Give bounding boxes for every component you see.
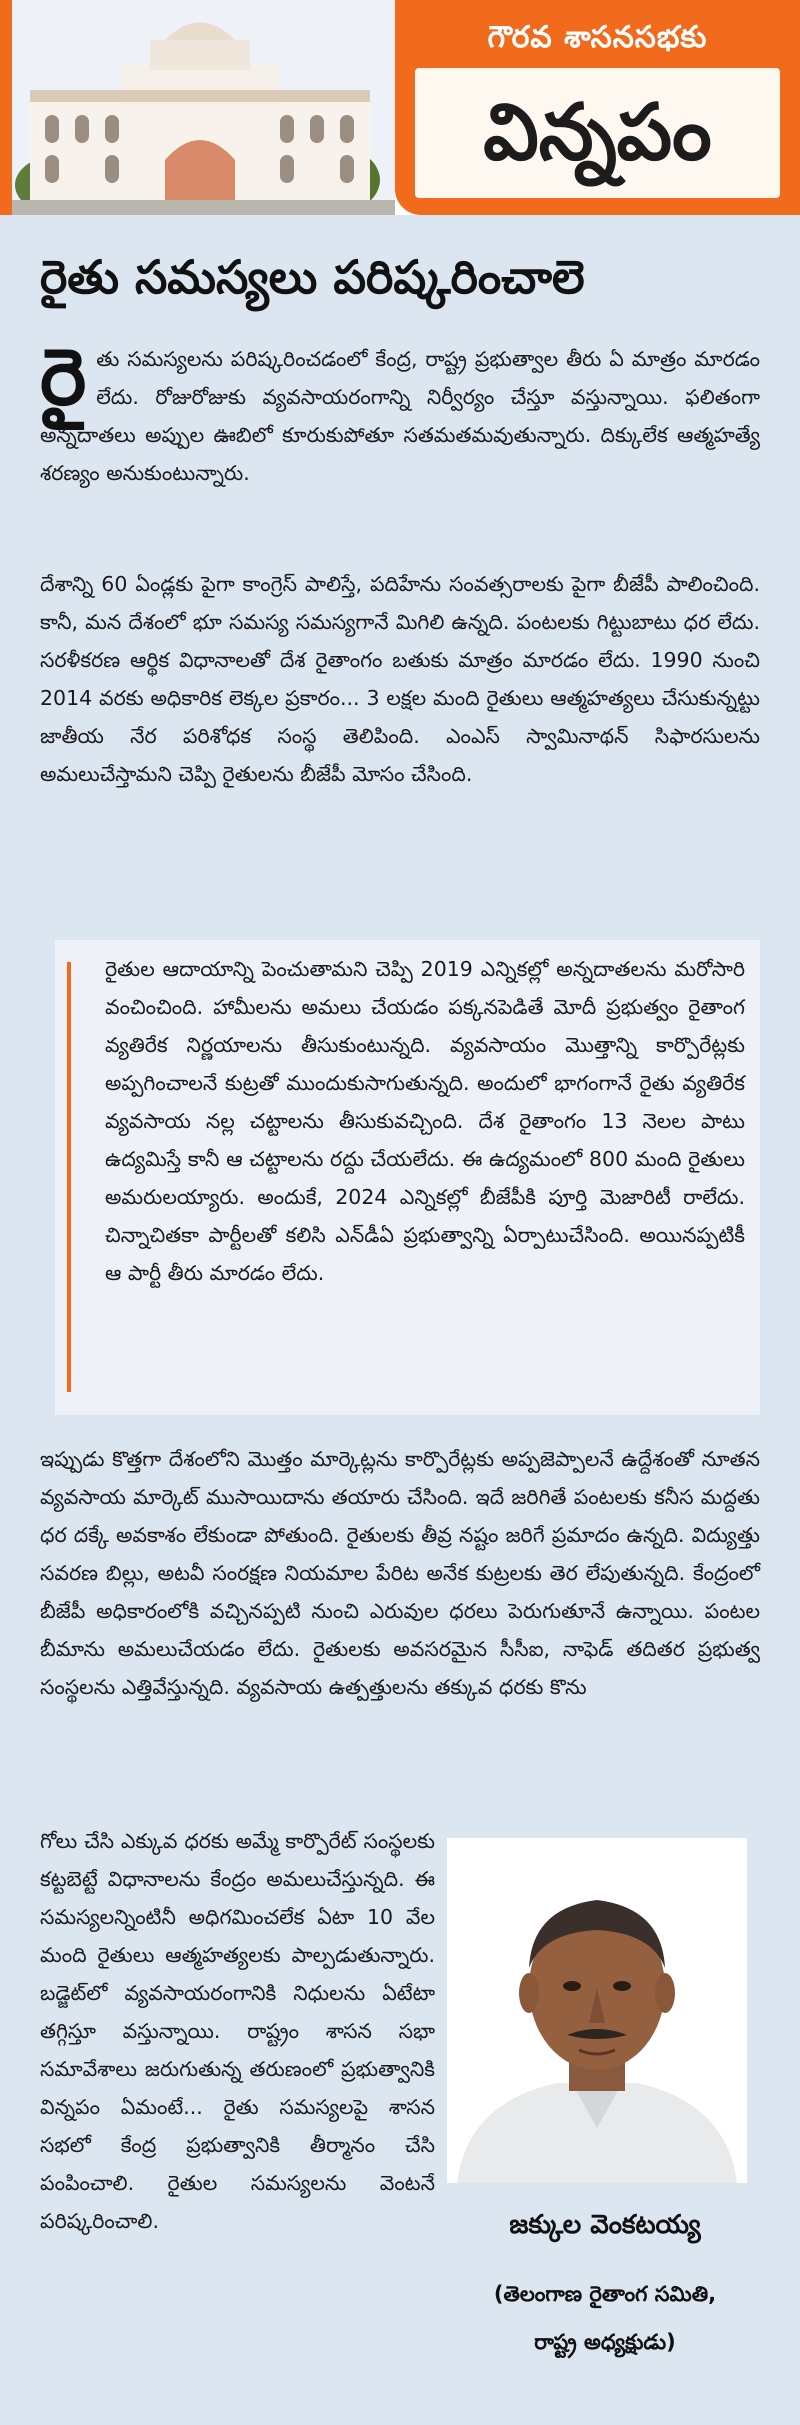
paragraph-1-text: తు సమస్యలను పరిష్కరించడంలో కేంద్ర, రాష్ట్ర ప్రభుత్వాల తీరు ఏ మాత్రం మారడం లేదు. రోజురోజుకు వ్యవసాయరంగాన్ని నిర్వీర్యం చేస్తూ వస్తున్నాయి. ఫలితంగా అన్నదాతలు అప్పుల ఊబిలో కూరుకుపోతూ సతమతమవుతున్నారు. దిక్కులేక ఆత్మహత్యే శరణ్యం అనుకుంటున్నారు. [40,347,760,485]
column-banner [395,0,800,215]
author-photo [447,1838,747,2183]
author-affiliation-line-2: రాష్ట్ర అధ్యక్షుడు) [534,2330,676,2354]
highlight-bar [67,962,71,1392]
accent-stripe [0,0,12,215]
drop-cap: రై [40,333,87,423]
assembly-building-illustration [0,0,395,215]
article-headline: రైతు సమస్యలు పరిష్కరించాలె [40,250,585,304]
article-paragraph-1 [40,333,760,492]
masthead [0,0,800,215]
article-paragraph-3: రైతుల ఆదాయాన్ని పెంచుతామని చెప్పి 2019 ఎన్నికల్లో అన్నదాతలను మరోసారి వంచించింది. హామీలను అమలు చేయడం పక్కనపెడితే మోదీ ప్రభుత్వం రైతాంగ వ్యతిరేక నిర్ణయాలను తీసుకుంటున్నది. వ్యవసాయం మొత్తాన్ని కార్పొరేట్లకు అప్పగించాలనే కుట్రతో ముందుకుసాగుతున్నది. అందులో భాగంగానే రైతు వ్యతిరేక వ్యవసాయ నల్ల చట్టాలను తీసుకువచ్చింది. దేశ రైతాంగం 13 నెలల పాటు ఉద్యమిస్తే కానీ ఆ చట్టాలను రద్దు చేయలేదు. ఈ ఉద్యమంలో 800 మంది రైతులు అమరులయ్యారు. అందుకే, 2024 ఎన్నికల్లో బీజేపీకి పూర్తి మెజారిటీ రాలేదు. చిన్నాచితకా పార్టీలతో కలిసి ఎన్‌డీఏ ప్రభుత్వాన్ని ఏర్పాటుచేసింది. అయినప్పటికీ ఆ పార్టీ తీరు మారడం లేదు. [105,957,745,1285]
column-title: విన్నపం [483,88,712,178]
author-affiliation [435,2270,775,2366]
article-paragraph-4: ఇప్పుడు కొత్తగా దేశంలోని మొత్తం మార్కెట్లను కార్పొరేట్లకు అప్పజెప్పాలనే ఉద్దేశంతో నూతన వ్యవసాయ మార్కెట్ ముసాయిదాను తయారు చేసింది. ఇదే జరిగితే పంటలకు కనీస మద్దతు ధర దక్కే అవకాశం లేకుండా పోతుంది. రైతులకు తీవ్ర నష్టం జరిగే ప్రమాదం ఉన్నది. విద్యుత్తు సవరణ బిల్లు, అటవీ సంరక్షణ నియమాల పేరిట అనేక కుట్రలకు తెర లేపుతున్నది. కేంద్రంలో బీజేపీ అధికారంలోకి వచ్చినప్పటి నుంచి ఎరువుల ధరలు పెరుగుతూనే ఉన్నాయి. పంటల బీమాను అమలుచేయడం లేదు. రైతులకు అవసరమైన సీసీఐ, నాఫెడ్ తదితర ప్రభుత్వ సంస్థలను ఎత్తివేస్తున్నది. వ్యవసాయ ఉత్పత్తులను తక్కువ ధరకు కొను [40,1447,760,1699]
author-affiliation-line-1: (తెలంగాణ రైతాంగ సమితి, [493,2282,717,2306]
author-portrait [447,1838,747,2183]
author-name: జక్కుల వెంకటయ్య [509,2210,701,2240]
assembly-building-photo [0,0,395,215]
article-paragraph-5: గోలు చేసి ఎక్కువ ధరకు అమ్మే కార్పొరేట్ సంస్థలకు కట్టబెట్టే విధానాలను కేంద్రం అమలుచేస్తున్నది. ఈ సమస్యలన్నింటినీ అధిగమించలేక ఏటా 10 వేల మంది రైతులు ఆత్మహత్యలకు పాల్పడుతున్నారు. బడ్జెట్‌లో వ్యవసాయరంగానికి నిధులను ఏటేటా తగ్గిస్తూ వస్తున్నాయి. రాష్ట్రం శాసన సభా సమావేశాలు జరుగుతున్న తరుణంలో ప్రభుత్వానికి విన్నపం ఏమంటే... రైతు సమస్యలపై శాసన సభలో కేంద్ర ప్రభుత్వానికి తీర్మానం చేసి పంపించాలి. రైతుల సమస్యలను వెంటనే పరిష్కరించాలి. [40,1829,435,2233]
column-title-box [415,68,780,198]
article-paragraph-2: దేశాన్ని 60 ఏండ్లకు పైగా కాంగ్రెస్ పాలిస్తే, పదిహేను సంవత్సరాలకు పైగా బీజేపీ పాలించింది. కానీ, మన దేశంలో భూ సమస్య సమస్యగానే మిగిలి ఉన్నది. పంటలకు గిట్టుబాటు ధర లేదు. సరళీకరణ ఆర్థిక విధానాలతో దేశ రైతాంగం బతుకు మాత్రం మారడం లేదు. 1990 నుంచి 2014 వరకు అధికారిక లెక్కల ప్రకారం... 3 లక్షల మంది రైతులు ఆత్మహత్యలు చేసుకున్నట్టు జాతీయ నేర పరిశోధక సంస్థ తెలిపింది. ఎంఎస్ స్వామినాథన్ సిఫారసులను అమలుచేస్తామని చెప్పి రైతులను బీజేపీ మోసం చేసింది. [40,572,760,786]
column-subtitle: గౌరవ శాసనసభకు [487,20,708,55]
